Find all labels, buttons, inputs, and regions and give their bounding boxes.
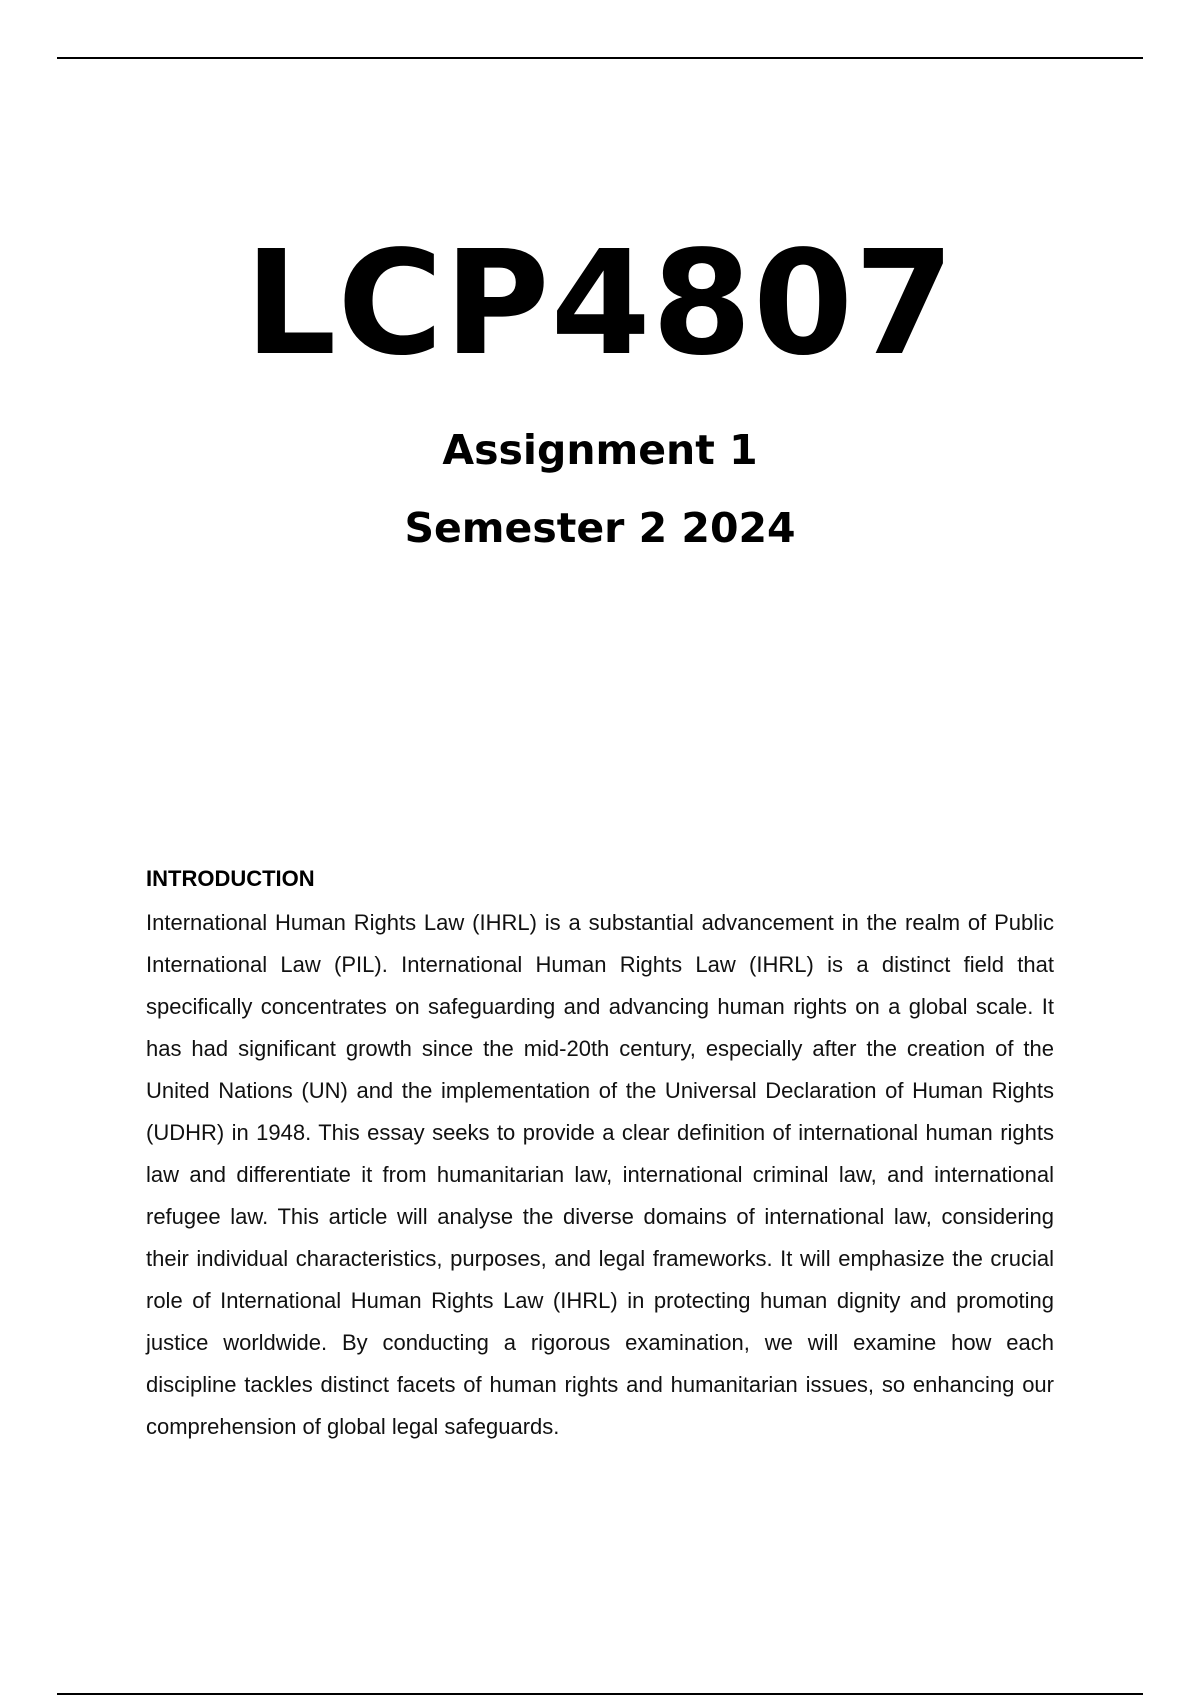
semester-title: Semester 2 2024: [404, 504, 796, 552]
introduction-heading: INTRODUCTION: [146, 866, 315, 891]
assignment-title: Assignment 1: [442, 426, 758, 474]
course-code-title: LCP4807: [244, 219, 956, 387]
bottom-divider: [57, 1693, 1143, 1695]
introduction-paragraph: International Human Rights Law (IHRL) is a substantial advancement in the realm of Public International Law (PIL). International Human Rights Law (IHRL) is a distinct field that specifically concentrates on safeguarding and advancing human rights on a global scale. It has had significant growth since the mid-20th century, especially after the creation of the United Nations (UN) and the implementation of the Universal Declaration of Human Rights (UDHR) in 1948. This essay seeks to provide a clear definition of international human rights law and differentiate it from humanitarian law, international criminal law, and international refugee law. This article will analyse the diverse domains of international law, considering their individual characteristics, purposes, and legal frameworks. It will emphasize the crucial role of International Human Rights Law (IHRL) in protecting human dignity and promoting justice worldwide. By conducting a rigorous examination, we will examine how each discipline tackles distinct facets of human rights and humanitarian issues, so enhancing our comprehension of global legal safeguards.: [146, 910, 1054, 1439]
top-divider: [57, 57, 1143, 59]
